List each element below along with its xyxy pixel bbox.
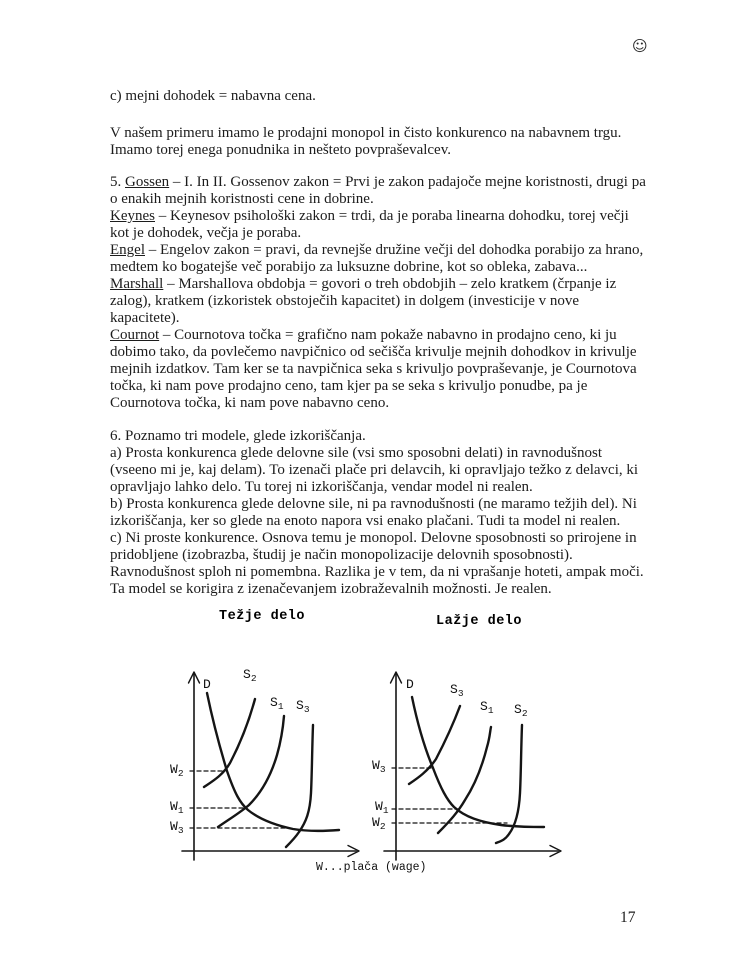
label-main: W [372,758,380,773]
text-line: mejnih izdatkov. Tam ker se ta navpičnica seka s krivuljo povpraševanje, je Cournotova [110,361,637,377]
left-w3-label [170,819,184,836]
text-line [110,327,670,344]
text-line: c) Ni proste konkurence. Osnova temu je monopol. Delovne sposobnosti so prirojene in [110,530,637,546]
right-w1-label [375,799,389,816]
right-w2-label [372,815,386,832]
line-text: – Engelov zakon = pravi, da revnejše družine večji del dohodka porabijo za hrano, [145,242,644,258]
text-line [110,174,670,191]
text-line: Ravnodušnost sploh ni pomembna. Razlika je v tem, da ni vprašanje hoteti, ampak moči. [110,564,644,580]
label-main: S [296,698,304,713]
left-demand-label: D [203,677,211,692]
x-axis-label: W...plača (wage) [316,861,427,874]
text-line: medtem ko bogatejše več porabijo za luksuzne dobrine, kot so obleka, zabava... [110,259,588,275]
underlined-term: Gossen [125,174,170,190]
left-w1-label [170,799,184,816]
line-text: – Cournotova točka = grafično nam pokaže nabavno in prodajno ceno, ki ju [159,327,617,343]
paragraph [110,88,670,105]
left-s2-label [243,667,257,684]
underlined-term: Marshall [110,276,164,292]
left-x-axis-arrow-icon [348,846,359,857]
label-main: W [170,762,178,777]
text-line: b) Prosta konkurenca glede delovne sile, ni pa ravnodušnosti (ne maramo težjih del). Ni [110,496,637,512]
text-line: kapacitete). [110,310,180,326]
right-supply-curve-s1 [438,727,491,833]
label-subscript: 3 [177,825,184,836]
label-main: S [480,699,488,714]
smiley-icon: ☺ [632,37,648,55]
right-graph-title: Lažje delo [436,614,523,629]
label-main: W [170,819,178,834]
text-line: Imamo torej enega ponudnika in nešteto povpraševalcev. [110,142,451,158]
text-line: Ta model se korigira z izenačevanjem izobraževalnih možnosti. Je realen. [110,581,552,597]
paragraph [110,428,670,598]
left-w2-label [170,762,184,779]
text-line: c) mejni dohodek = nabavna cena. [110,88,316,104]
line-text: – I. In II. Gossenov zakon = Prvi je zakon padajoče mejne koristnosti, drugi pa [169,174,646,190]
right-demand-label: D [406,677,414,692]
underlined-term: Keynes [110,208,155,224]
label-subscript: 1 [487,705,494,716]
paragraph [110,174,670,412]
label-main: W [375,799,383,814]
right-s1-label [480,699,494,716]
left-supply-curve-s3 [286,725,313,847]
text-line: 6. Poznamo tri modele, glede izkoriščanja. [110,428,366,444]
right-y-axis-arrow-icon [391,672,402,683]
text-line: izkoriščanja, ker so glede na enoto napora vsi enako plačani. Tudi ta model ni realen. [110,513,621,529]
label-subscript: 1 [382,805,389,816]
label-subscript: 3 [303,704,310,715]
text-line: dobimo tako, da povlečemo navpičnico od sečišča krivulje mejnih dohodkov in krivulje [110,344,637,360]
label-main: W [170,799,178,814]
label-subscript: 2 [177,768,184,779]
text-line: pridobljene (izobrazba, študij je način monopolizacije delovnih sposobnosti). [110,547,573,563]
text-line: kot je dohodek, večja je poraba. [110,225,302,241]
label-main: W [372,815,380,830]
label-subscript: 2 [379,821,386,832]
label-subscript: 3 [457,688,464,699]
left-demand-curve-d [207,693,339,831]
text-line [110,276,670,293]
left-supply-curve-s2 [204,699,255,787]
label-main: S [450,682,458,697]
page-number: 17 [620,909,636,926]
left-graph-title: Težje delo [219,609,306,624]
text-line [110,242,670,259]
left-s1-label [270,695,284,712]
text-line [110,208,670,225]
left-supply-curve-s1 [218,716,284,827]
right-x-axis-arrow-icon [550,846,561,857]
label-subscript: 1 [177,805,184,816]
text-line: opravljajo lahko delo. Tu torej ni izkoriščanja, vendar model ni realen. [110,479,533,495]
right-s2-label [514,702,528,719]
right-supply-curve-s2 [496,725,522,843]
text-line: V našem primeru imamo le prodajni monopol in čisto konkurenco na nabavnem trgu. [110,125,622,141]
left-s3-label [296,698,310,715]
underlined-term: Engel [110,242,145,258]
label-main: S [243,667,251,682]
label-subscript: 1 [277,701,284,712]
text-body [110,88,670,598]
paragraph [110,125,670,159]
text-line: Cournotova točka, ki nam pove nabavno ceno. [110,395,390,411]
text-line: točka, ki nam pove prodajno ceno, tam kjer pa se seka s krivuljo ponudbe, pa je [110,378,588,394]
text-line: (vseeno mi je, kaj delam). To izenači plače pri delavcih, ki opravljajo težko z delavci, ki [110,462,639,478]
right-w3-label [372,758,386,775]
line-text: – Marshallova obdobja = govori o treh obdobjih – zelo kratkem (črpanje iz [163,276,617,292]
label-main: S [514,702,522,717]
label-subscript: 2 [521,708,528,719]
label-subscript: 3 [379,764,386,775]
line-text: – Keynesov psihološki zakon = trdi, da je poraba linearna dohodku, torej večji [155,208,629,224]
right-supply-curve-s3 [409,706,460,784]
left-y-axis-arrow-icon [189,672,200,683]
line-prefix: 5. [110,174,125,190]
label-main: S [270,695,278,710]
right-s3-label [450,682,464,699]
underlined-term: Cournot [110,327,160,343]
text-line: a) Prosta konkurenca glede delovne sile (vsi smo sposobni delati) in ravnodušnost [110,445,602,461]
label-subscript: 2 [250,673,257,684]
text-line: zalog), kratkem (izkoristek obstoječih kapacitet) in dolgem (investicije v nove [110,293,580,309]
text-line: o enakih mejnih koristnosti cene in dobrine. [110,191,374,207]
